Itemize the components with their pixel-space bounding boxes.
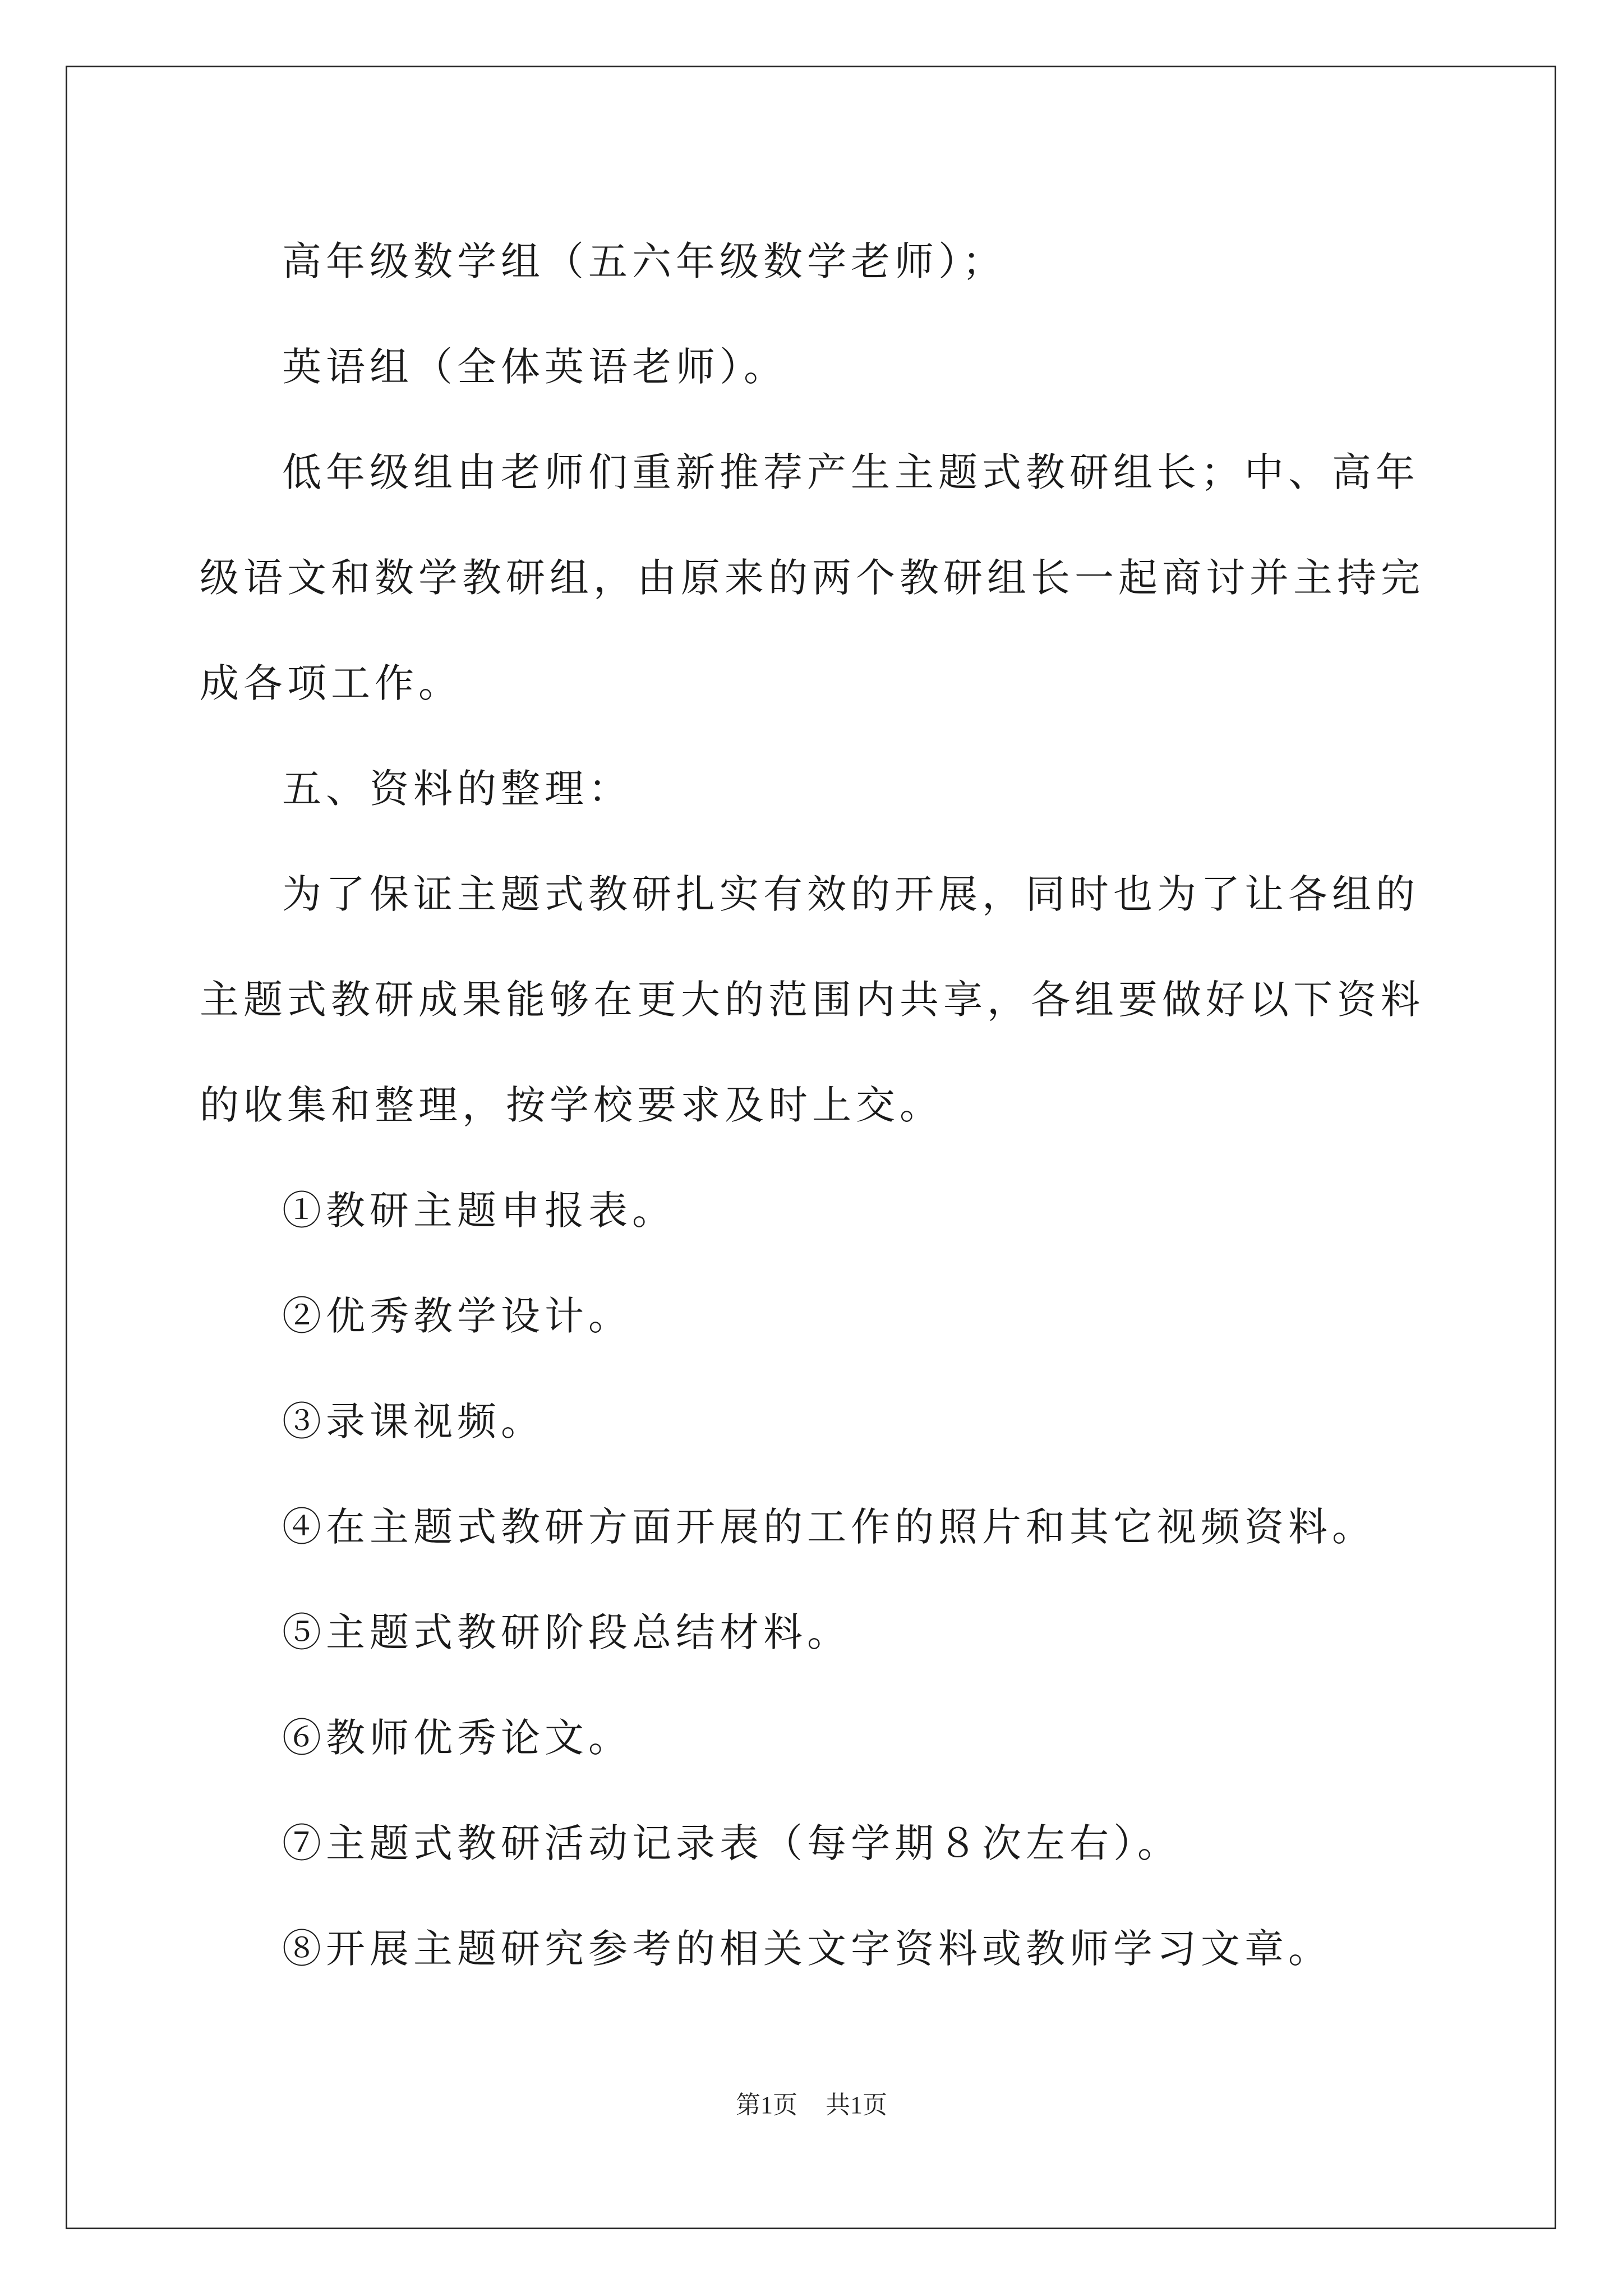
section-heading: 五、资料的整理： <box>282 766 632 812</box>
list-item: ①教研主题申报表。 <box>282 1188 676 1234</box>
page-number: 第1页 <box>736 2091 797 2119</box>
list-item: ⑥教师优秀论文。 <box>282 1715 632 1761</box>
list-item: ③录课视频。 <box>282 1398 545 1444</box>
list-item: ⑤主题式教研阶段总结材料。 <box>282 1609 851 1655</box>
list-item: ⑦主题式教研活动记录表（每学期８次左右）。 <box>282 1820 1181 1866</box>
document-body <box>200 209 1427 2001</box>
page-footer <box>0 2085 1623 2120</box>
paragraph: 低年级组由老师们重新推荐产生主题式教研组长；中、高年级语文和数学教研组，由原来的两个教研组长一起商讨并主持完成各项工作。 <box>200 449 1424 706</box>
list-item: ④在主题式教研方面开展的工作的照片和其它视频资料。 <box>282 1504 1376 1550</box>
list-item: ⑧开展主题研究参考的相关文字资料或教师学习文章。 <box>282 1926 1332 1972</box>
paragraph: 为了保证主题式教研扎实有效的开展，同时也为了让各组的主题式教研成果能够在更大的范围内共享，各组要做好以下资料的收集和整理，按学校要求及时上交。 <box>200 871 1424 1128</box>
page-total: 共1页 <box>826 2091 887 2119</box>
list-item: ②优秀教学设计。 <box>282 1293 632 1339</box>
paragraph: 英语组（全体英语老师）。 <box>282 344 787 390</box>
paragraph: 高年级数学组（五六年级数学老师）； <box>282 238 1006 284</box>
